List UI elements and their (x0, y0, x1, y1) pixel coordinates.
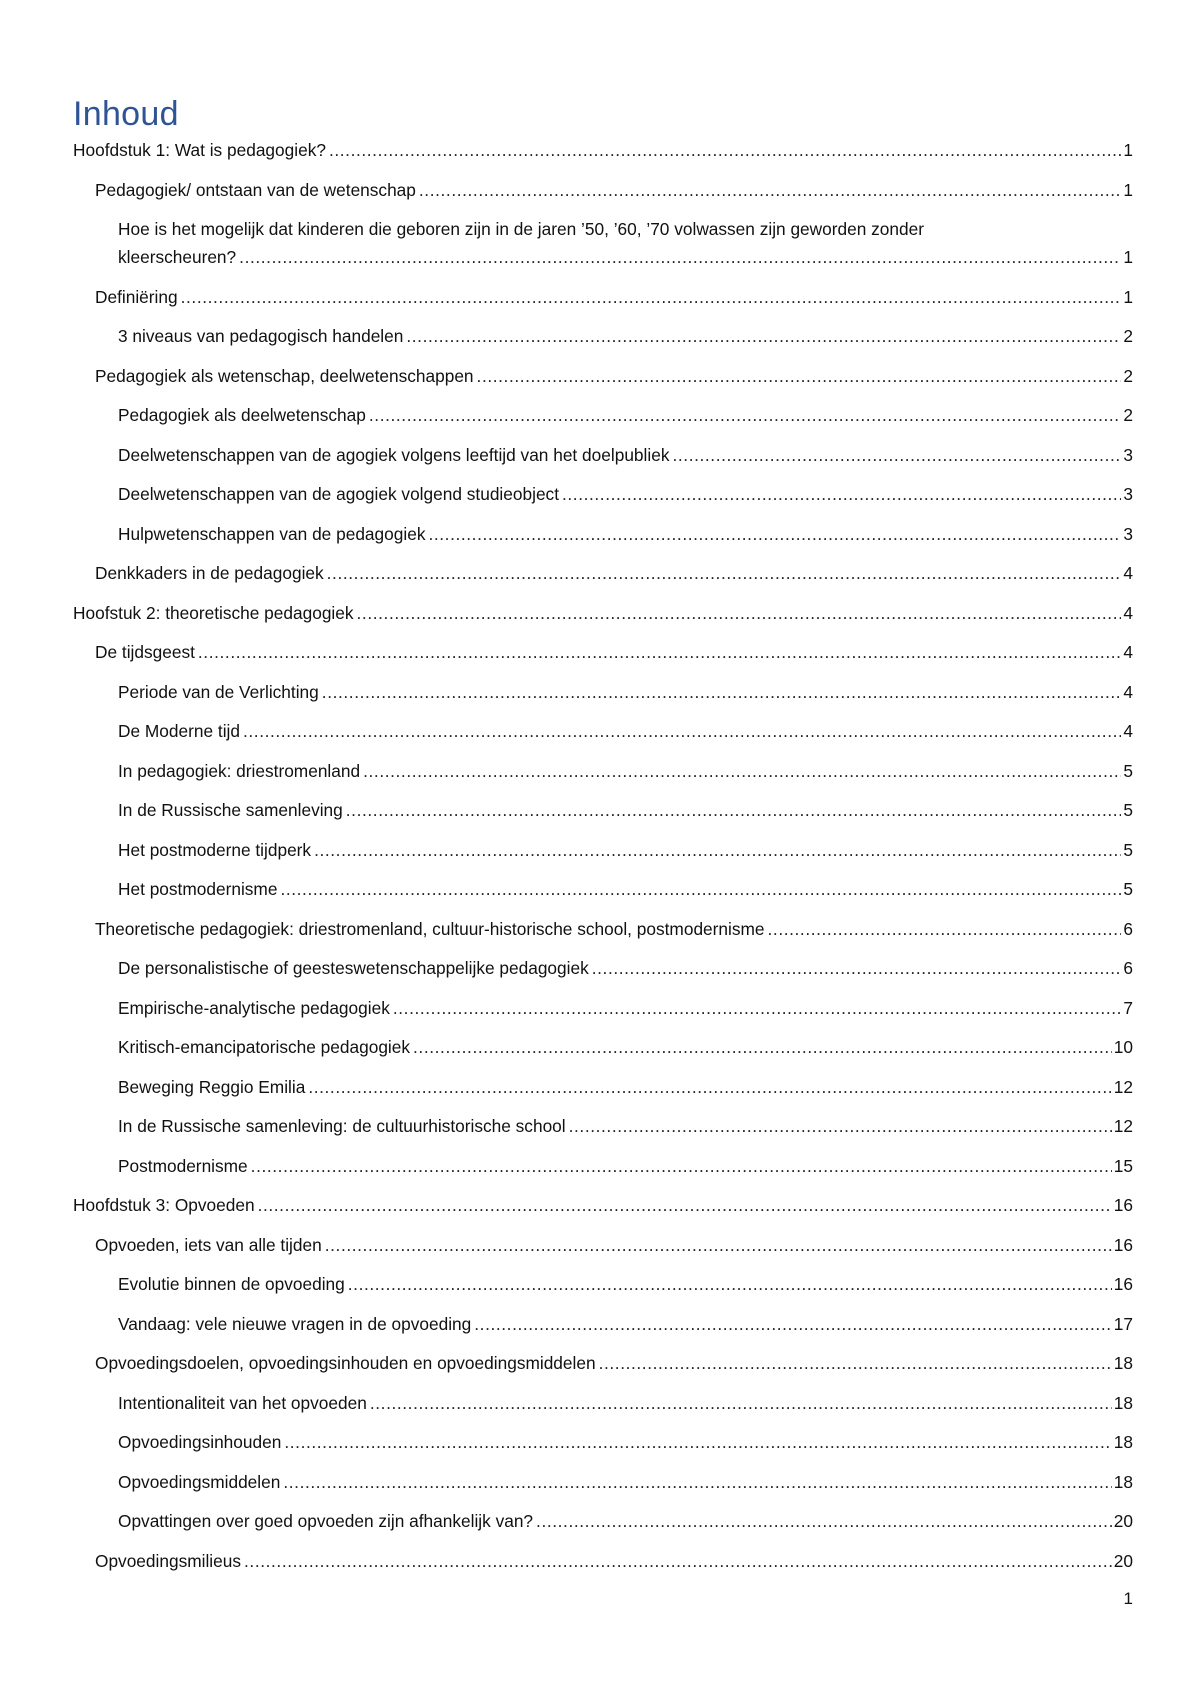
toc-page-number: 6 (1123, 918, 1133, 939)
toc-dot-leader (243, 717, 1121, 745)
toc-entry-text: Hoofstuk 2: theoretische pedagogiek (73, 602, 354, 623)
toc-entry-second-line (118, 243, 1133, 271)
toc-entry-text: In de Russische samenleving: de cultuurhistorische school (118, 1116, 566, 1136)
toc-dot-leader (477, 362, 1121, 390)
toc-dot-leader (672, 441, 1121, 469)
toc-page-number: 3 (1123, 444, 1133, 465)
toc-page-number: 12 (1113, 1116, 1133, 1136)
toc-page-number: 1 (1123, 247, 1133, 267)
toc-entry[interactable] (73, 559, 1133, 587)
toc-dot-leader (251, 1152, 1112, 1180)
toc-dot-leader (357, 599, 1121, 627)
toc-entry[interactable] (73, 678, 1133, 706)
toc-entry[interactable] (73, 283, 1133, 311)
toc-entry[interactable] (73, 520, 1133, 548)
toc-dot-leader (346, 796, 1121, 824)
toc-entry-chapter-1[interactable] (73, 136, 1133, 164)
toc-entry-text: Kritisch-emancipatorische pedagogiek (118, 1037, 411, 1057)
toc-entry-chapter-2[interactable] (73, 599, 1133, 627)
toc-entry[interactable] (73, 915, 1133, 943)
toc-entry-text-continued: kleerscheuren? (118, 247, 237, 267)
toc-dot-leader (244, 1547, 1112, 1575)
toc-page-number: 10 (1113, 1037, 1133, 1057)
toc-dot-leader (474, 1310, 1112, 1338)
toc-page-number: 16 (1113, 1234, 1133, 1255)
toc-entry[interactable] (73, 1231, 1133, 1259)
toc-page-number: 4 (1123, 563, 1133, 583)
toc-dot-leader (370, 1389, 1112, 1417)
table-of-contents (73, 136, 1133, 1586)
toc-dot-leader (280, 875, 1121, 903)
toc-dot-leader (314, 836, 1121, 864)
toc-dot-leader (419, 176, 1121, 204)
toc-dot-leader (239, 243, 1121, 271)
toc-entry[interactable] (73, 1468, 1133, 1496)
toc-page-number: 5 (1123, 879, 1133, 899)
toc-page-number: 18 (1113, 1392, 1133, 1413)
toc-entry[interactable] (73, 1349, 1133, 1377)
toc-entry-text: Beweging Reggio Emilia (118, 1076, 306, 1097)
toc-page-number: 2 (1123, 405, 1133, 425)
toc-entry[interactable] (73, 322, 1133, 350)
toc-dot-leader (363, 757, 1121, 785)
toc-entry-text: Theoretische pedagogiek: driestromenland, cultuur-historische school, postmodernisme (95, 918, 765, 939)
toc-entry-text: Postmodernisme (118, 1155, 248, 1176)
toc-page-number: 16 (1113, 1195, 1133, 1215)
toc-entry[interactable] (73, 362, 1133, 390)
toc-entry[interactable] (73, 796, 1133, 824)
toc-entry[interactable] (73, 1152, 1133, 1180)
toc-entry[interactable] (73, 480, 1133, 508)
toc-page-number: 6 (1123, 958, 1133, 978)
toc-entry[interactable] (73, 875, 1133, 903)
toc-entry-text: Intentionaliteit van het opvoeden (118, 1392, 367, 1413)
toc-page-number: 15 (1113, 1155, 1133, 1176)
toc-entry[interactable] (73, 638, 1133, 666)
toc-dot-leader (369, 401, 1121, 429)
toc-entry-text: Pedagogiek als wetenschap, deelwetenschappen (95, 365, 474, 386)
toc-page-number: 18 (1113, 1432, 1133, 1452)
toc-dot-leader (181, 283, 1121, 311)
toc-dot-leader (768, 915, 1121, 943)
toc-entry-text: Pedagogiek als deelwetenschap (118, 405, 366, 425)
toc-entry[interactable] (73, 1389, 1133, 1417)
toc-page-number: 20 (1113, 1550, 1133, 1571)
toc-page-number: 2 (1123, 326, 1133, 346)
toc-dot-leader (393, 994, 1121, 1022)
toc-entry-text: Hoofdstuk 1: Wat is pedagogiek? (73, 140, 326, 160)
toc-entry-text: Opvoedingsdoelen, opvoedingsinhouden en opvoedingsmiddelen (95, 1353, 596, 1373)
toc-dot-leader (325, 1231, 1112, 1259)
toc-page-number: 20 (1113, 1511, 1133, 1531)
toc-dot-leader (284, 1428, 1111, 1456)
toc-entry-text: Het postmoderne tijdperk (118, 839, 312, 860)
toc-entry[interactable] (73, 1428, 1133, 1456)
toc-entry-text: De personalistische of geesteswetenschappelijke pedagogiek (118, 958, 589, 978)
toc-entry-text: Periode van de Verlichting (118, 681, 319, 702)
toc-entry-text: Deelwetenschappen van de agogiek volgend studieobject (118, 484, 559, 504)
toc-entry[interactable] (73, 1310, 1133, 1338)
page-number-footer: 1 (1123, 1589, 1133, 1608)
toc-entry-text: Vandaag: vele nieuwe vragen in de opvoeding (118, 1313, 472, 1334)
toc-dot-leader (329, 136, 1121, 164)
toc-entry-text: 3 niveaus van pedagogisch handelen (118, 326, 404, 346)
toc-entry[interactable] (73, 1073, 1133, 1101)
toc-entry[interactable] (73, 441, 1133, 469)
toc-entry[interactable] (73, 994, 1133, 1022)
toc-entry-text: Opvoedingsmiddelen (118, 1471, 281, 1492)
toc-dot-leader (428, 520, 1121, 548)
toc-entry-text: Deelwetenschappen van de agogiek volgens leeftijd van het doelpubliek (118, 444, 670, 465)
toc-page-number: 1 (1123, 179, 1133, 200)
toc-page-number: 3 (1123, 484, 1133, 504)
toc-entry[interactable] (73, 954, 1133, 982)
toc-page-number: 7 (1123, 997, 1133, 1018)
toc-entry-text: Hoofdstuk 3: Opvoeden (73, 1195, 255, 1215)
toc-page-number: 12 (1113, 1076, 1133, 1097)
toc-entry-text: Opvoedingsmilieus (95, 1550, 242, 1571)
toc-page-number: 16 (1113, 1274, 1133, 1294)
toc-entry-chapter-3[interactable] (73, 1191, 1133, 1219)
toc-entry-text: Hulpwetenschappen van de pedagogiek (118, 523, 426, 544)
toc-page-number: 1 (1123, 140, 1133, 160)
toc-page-number: 4 (1123, 721, 1133, 741)
toc-entry[interactable] (73, 1507, 1133, 1535)
toc-entry-text: Het postmodernisme (118, 879, 278, 899)
toc-dot-leader (569, 1112, 1112, 1140)
toc-entry-text: Opvattingen over goed opvoeden zijn afhankelijk van? (118, 1511, 534, 1531)
toc-entry[interactable] (73, 401, 1133, 429)
toc-page-number: 5 (1123, 800, 1133, 820)
toc-dot-leader (562, 480, 1121, 508)
toc-dot-leader (413, 1033, 1112, 1061)
toc-entry[interactable] (73, 1547, 1133, 1575)
toc-entry-text: Opvoedingsinhouden (118, 1432, 282, 1452)
toc-entry[interactable] (73, 1033, 1133, 1061)
toc-page-number: 18 (1113, 1471, 1133, 1492)
toc-page-number: 3 (1123, 523, 1133, 544)
toc-entry[interactable] (73, 176, 1133, 204)
toc-dot-leader (599, 1349, 1112, 1377)
toc-dot-leader (283, 1468, 1111, 1496)
toc-entry-text: Opvoeden, iets van alle tijden (95, 1234, 322, 1255)
toc-page-number: 17 (1113, 1313, 1133, 1334)
toc-entry-text: In pedagogiek: driestromenland (118, 760, 361, 781)
toc-entry-text: Denkkaders in de pedagogiek (95, 563, 324, 583)
toc-page-number: 2 (1123, 365, 1133, 386)
toc-entry-text: De tijdsgeest (95, 642, 195, 662)
toc-title: Inhoud (73, 95, 179, 133)
toc-dot-leader (327, 559, 1121, 587)
toc-entry-text: Definiëring (95, 286, 178, 307)
toc-entry-text: Pedagogiek/ ontstaan van de wetenschap (95, 179, 416, 200)
toc-page-number: 5 (1123, 760, 1133, 781)
toc-dot-leader (308, 1073, 1111, 1101)
toc-dot-leader (536, 1507, 1112, 1535)
toc-entry[interactable] (73, 215, 1133, 271)
toc-dot-leader (592, 954, 1121, 982)
toc-dot-leader (348, 1270, 1112, 1298)
toc-dot-leader (198, 638, 1121, 666)
toc-entry[interactable] (73, 757, 1133, 785)
toc-entry-text: Evolutie binnen de opvoeding (118, 1274, 345, 1294)
toc-dot-leader (322, 678, 1121, 706)
toc-dot-leader (258, 1191, 1112, 1219)
toc-entry-text: Empirische-analytische pedagogiek (118, 997, 390, 1018)
toc-page-number: 4 (1123, 602, 1133, 623)
toc-entry-text: In de Russische samenleving (118, 800, 343, 820)
toc-page-number: 1 (1123, 286, 1133, 307)
toc-entry-text: Hoe is het mogelijk dat kinderen die geboren zijn in de jaren ’50, ’60, ’70 volwassen zijn geworden zonder (118, 219, 924, 239)
toc-entry[interactable] (73, 717, 1133, 745)
toc-entry[interactable] (73, 836, 1133, 864)
toc-dot-leader (406, 322, 1121, 350)
toc-page-number: 4 (1123, 681, 1133, 702)
toc-page-number: 5 (1123, 839, 1133, 860)
toc-entry[interactable] (73, 1270, 1133, 1298)
toc-entry-text: De Moderne tijd (118, 721, 240, 741)
toc-entry[interactable] (73, 1112, 1133, 1140)
toc-page-number: 18 (1113, 1353, 1133, 1373)
toc-page-number: 4 (1123, 642, 1133, 662)
